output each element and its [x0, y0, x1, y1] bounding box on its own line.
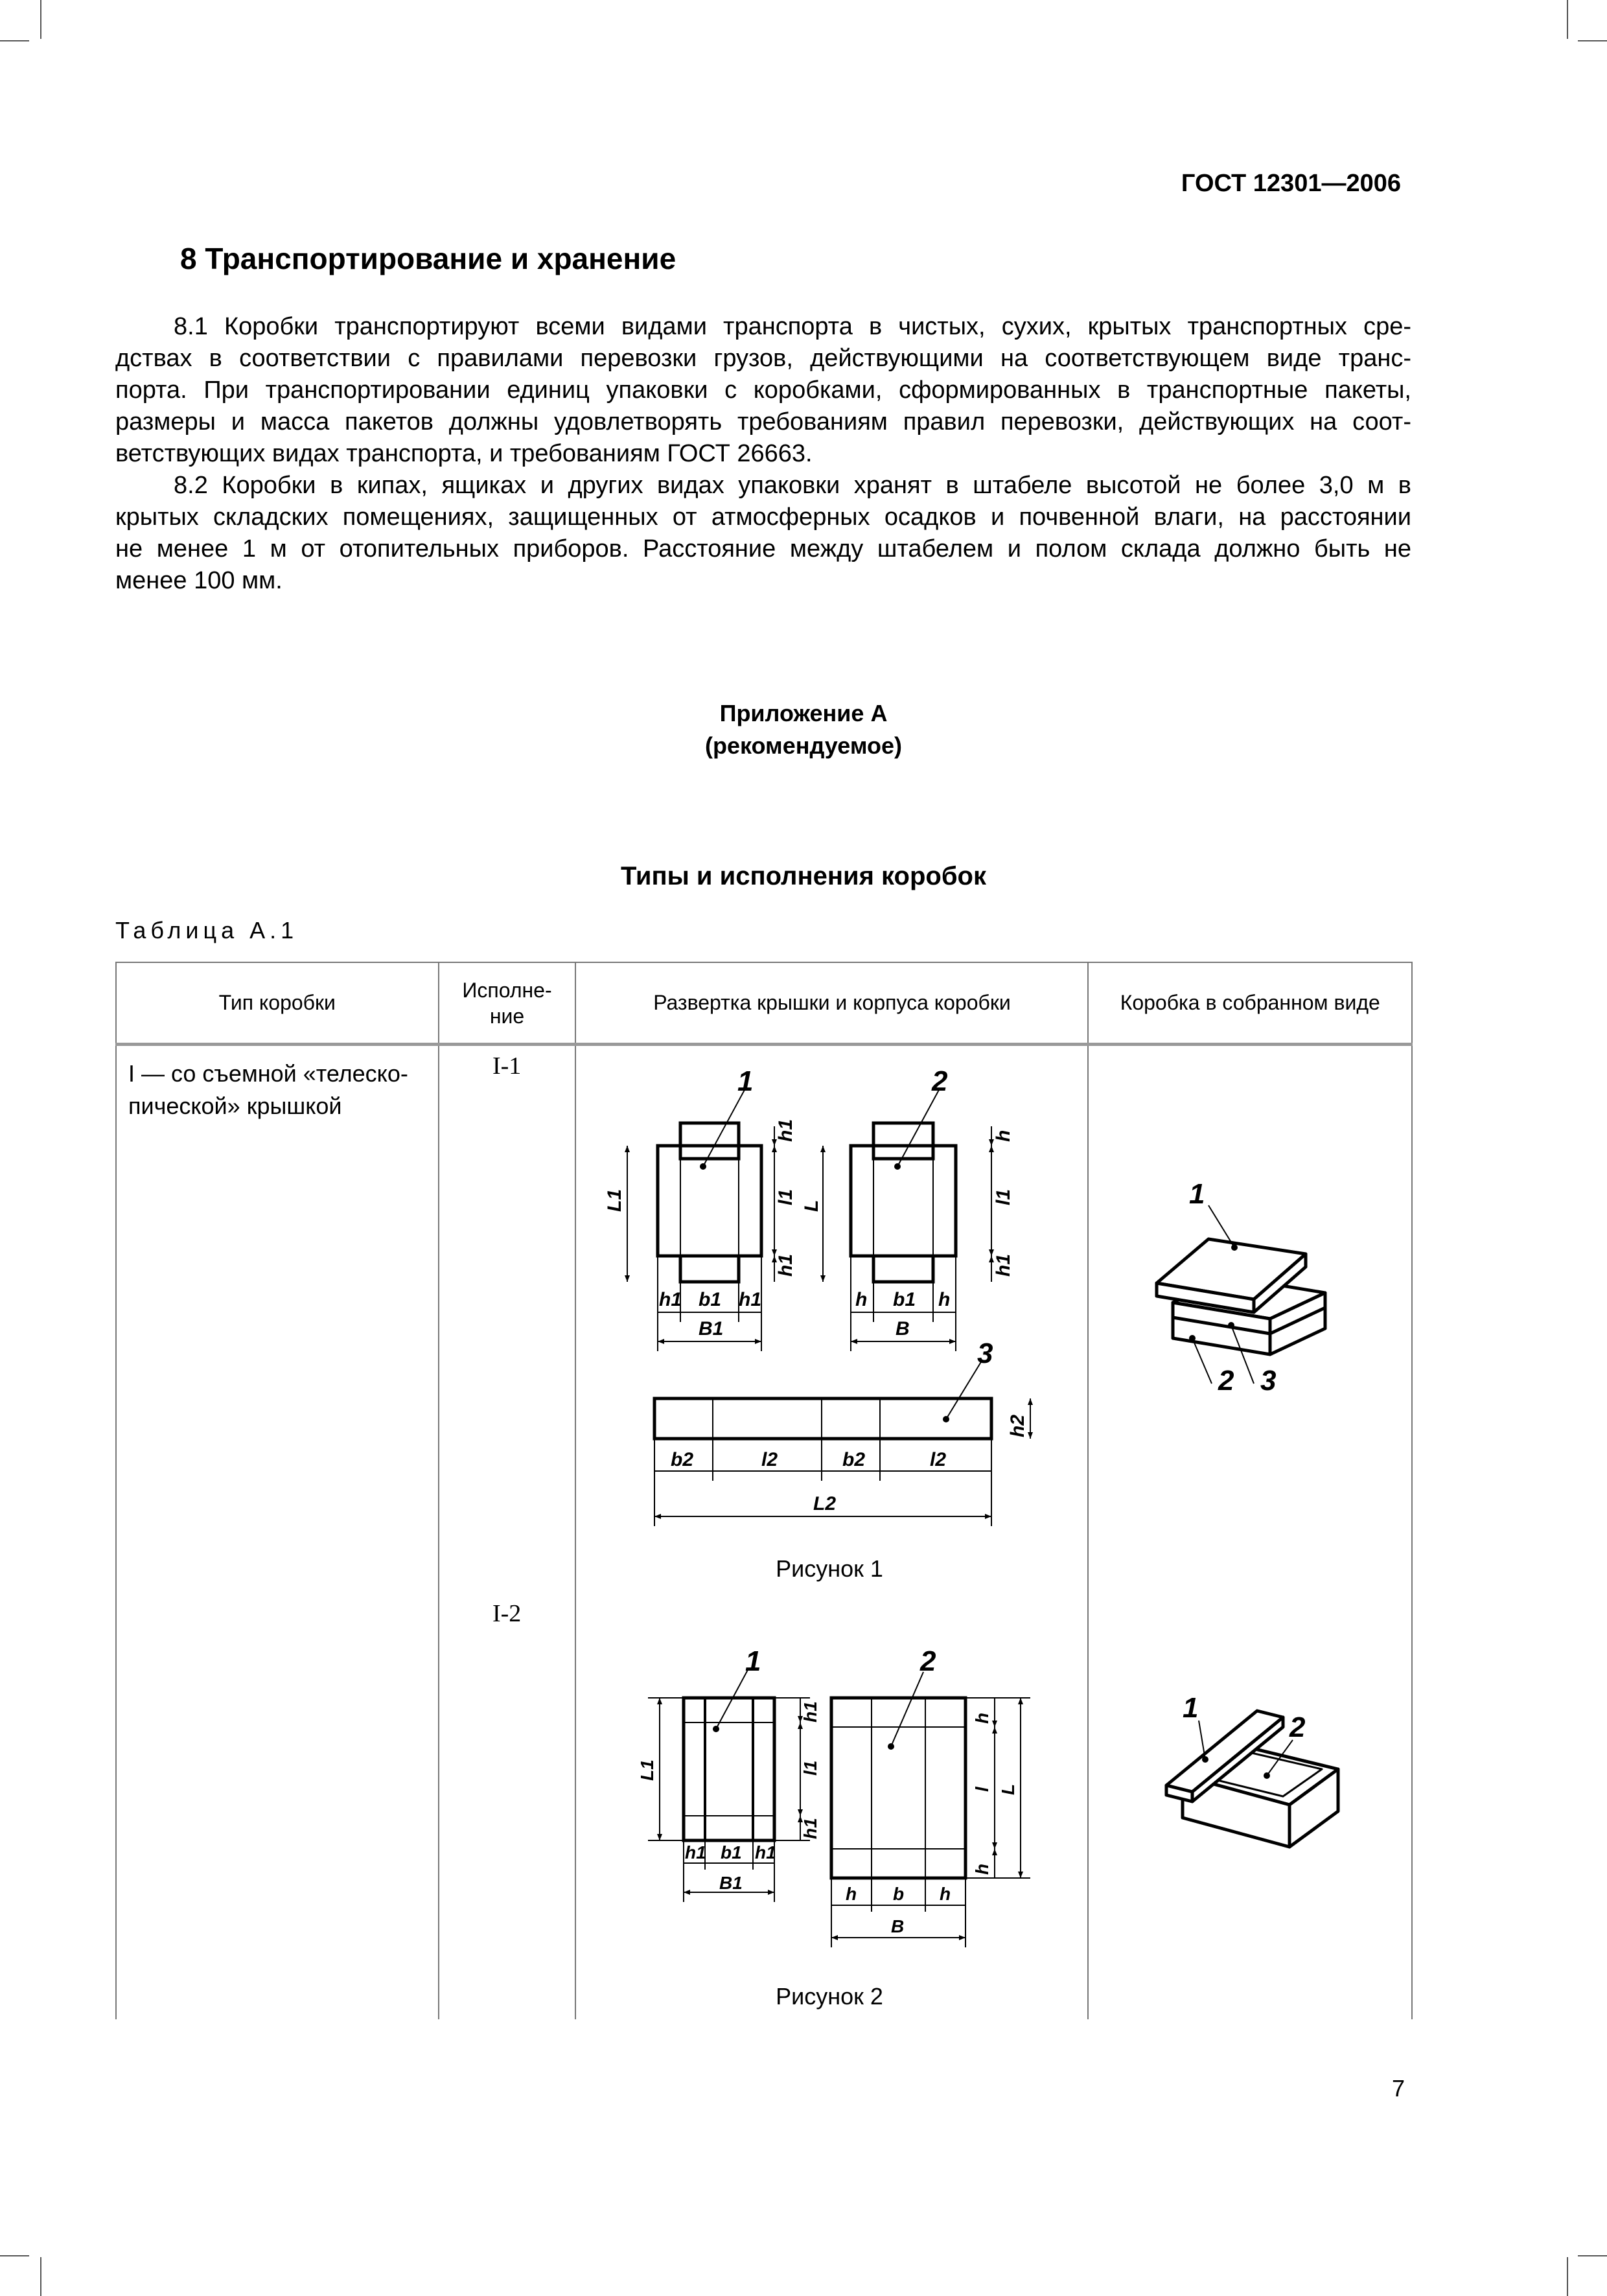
dimension-label: L1	[637, 1759, 657, 1781]
dimension-label: h1	[800, 1818, 820, 1839]
dimension-label: L2	[813, 1493, 837, 1514]
table-label: Таблица А.1	[115, 917, 299, 944]
label-1: 1	[737, 1065, 754, 1097]
appendix-title: Приложение А	[719, 700, 888, 726]
dimension-label: h1	[685, 1842, 706, 1862]
text-line: 8.1 Коробки транспортируют всеми видами транспорта в чистых, сухих, крытых транспортных сре-	[174, 313, 1411, 340]
text-line: ветствующих видах транспорта, и требованиям ГОСТ 26663.	[115, 440, 813, 467]
dimension-label: h	[993, 1130, 1014, 1142]
dimension-label: h	[938, 1289, 951, 1310]
dimension-label: B	[891, 1916, 905, 1936]
dimension-label: 1	[745, 1645, 761, 1677]
dimension-label: l	[972, 1787, 992, 1792]
dimension-label: 2	[1289, 1711, 1306, 1743]
dimension-label: b1	[721, 1842, 742, 1862]
dimension-label: b2	[671, 1449, 694, 1470]
dimension-label: b1	[893, 1289, 916, 1310]
dimension-label: h1	[800, 1701, 820, 1722]
dimension-label: 1	[1189, 1178, 1205, 1210]
appendix-heading: Типы и исполнения коробок	[620, 862, 987, 890]
dimension-label: 2	[1218, 1365, 1234, 1397]
dimension-label: l1	[775, 1189, 796, 1205]
document-id: ГОСТ 12301—2006	[1181, 170, 1401, 197]
dimension-label: b	[893, 1884, 905, 1904]
header-type: Тип коробки	[116, 962, 439, 1045]
header-unfolding: Развертка крышки и корпуса коробки	[575, 962, 1088, 1045]
dimension-label: B1	[719, 1873, 743, 1893]
dimension-label: 2	[920, 1645, 936, 1677]
dimension-label: 1	[1183, 1692, 1199, 1724]
page-number: 7	[1391, 2075, 1405, 2102]
dimension-label: h1	[739, 1289, 762, 1310]
text-line: менее 100 мм.	[115, 567, 283, 594]
text-line: 8.2 Коробки в кипах, ящиках и других видах упаковки хранят в штабеле высотой не более 3,0 м в	[174, 472, 1411, 499]
dimension-label: h1	[993, 1253, 1014, 1277]
dimension-label: h	[846, 1884, 857, 1904]
dimension-label: L	[801, 1200, 822, 1212]
dimension-label: B	[896, 1318, 910, 1339]
appendix-subtitle: (рекомендуемое)	[705, 732, 902, 759]
dimension-label: b1	[699, 1289, 722, 1310]
section-title: 8 Транспортирование и хранение	[180, 242, 676, 275]
text-line: размеры и масса пакетов должны удовлетворять требованиям правил перевозки, действующих на соот-	[115, 408, 1411, 435]
text-line: не менее 1 м от отопительных приборов. Расстояние между штабелем и полом склада должно быть не	[115, 535, 1411, 562]
label-3: 3	[977, 1338, 993, 1369]
dimension-label: L	[998, 1783, 1018, 1795]
dimension-label: l1	[800, 1760, 820, 1776]
dimension-label: l1	[993, 1189, 1014, 1205]
dimension-label: h	[940, 1884, 951, 1904]
text-line: крытых складских помещениях, защищенных от атмосферных осадков и почвенной влаги, на расстоянии	[115, 504, 1411, 531]
dimension-label: B1	[699, 1318, 724, 1339]
dimension-label: b2	[842, 1449, 866, 1470]
label-2: 2	[932, 1065, 948, 1097]
dimension-label: h1	[755, 1842, 776, 1862]
figure-2-assembled	[1153, 1659, 1367, 1866]
dimension-label: l2	[761, 1449, 778, 1470]
dimension-label: h	[855, 1289, 868, 1310]
text-line: дствах в соответствии с правилами перевозки грузов, действующими на соответствующем виде транс-	[115, 345, 1411, 372]
type-cell: I — со съемной «телеско- пической» крышкой	[116, 1045, 439, 2020]
dimension-label: h1	[775, 1253, 796, 1277]
dimension-label: h2	[1007, 1414, 1028, 1437]
text-line: порта. При транспортировании единиц упаковки с коробками, сформированных в транспортные пакеты,	[115, 377, 1411, 404]
dimension-label: 3	[1260, 1365, 1277, 1397]
execution-label: I-1	[492, 1052, 522, 1080]
dimension-label: L1	[604, 1189, 625, 1212]
figure-caption: Рисунок 2	[776, 1983, 883, 2010]
dimension-label: l2	[930, 1449, 947, 1470]
execution-label: I-2	[492, 1600, 522, 1627]
header-execution: Исполне- ние	[439, 962, 576, 1045]
dimension-label: h1	[775, 1119, 796, 1142]
figure-caption: Рисунок 1	[776, 1555, 883, 1582]
dimension-label: h	[972, 1863, 992, 1875]
header-assembled: Коробка в собранном виде	[1088, 962, 1412, 1045]
dimension-label: h	[972, 1712, 992, 1724]
dimension-label: h1	[659, 1289, 682, 1310]
